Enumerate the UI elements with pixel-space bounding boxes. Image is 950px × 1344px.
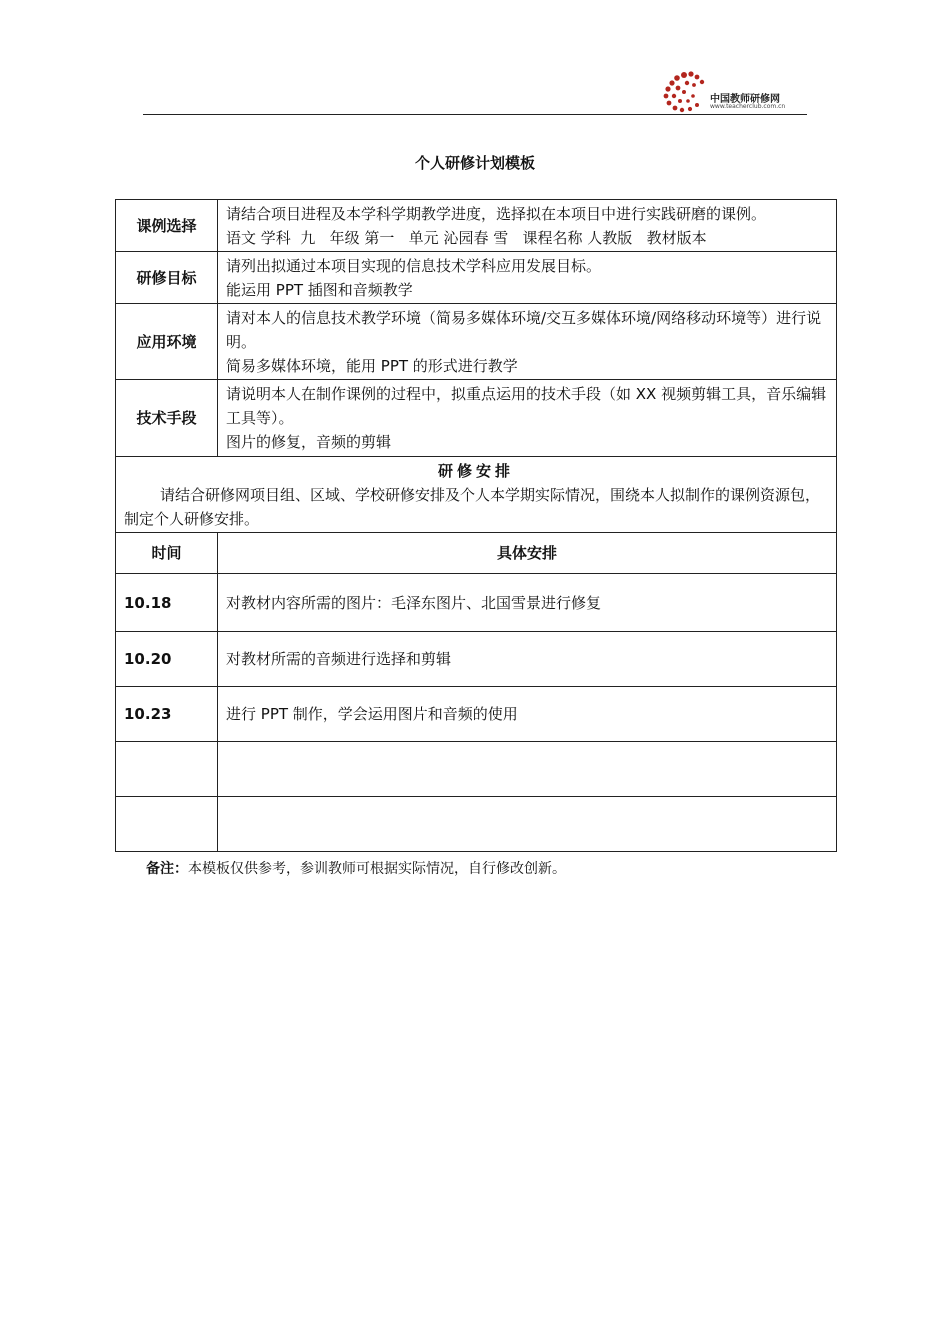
schedule-plan [218,797,837,852]
plan-table [115,199,837,852]
table-row [116,797,837,852]
section-cell [116,457,837,533]
info-answer: 图片的修复，音频的剪辑 [226,433,392,451]
info-row-goal [116,252,837,304]
info-content [218,252,837,304]
info-label: 研修目标 [116,252,218,304]
info-prompt: 请列出拟通过本项目实现的信息技术学科应用发展目标。 [226,256,602,275]
info-label: 应用环境 [116,304,218,380]
header-time: 时间 [116,533,218,574]
schedule-plan: 对教材内容所需的图片：毛泽东图片、北国雪景进行修复 [218,574,837,632]
info-row-environment [116,304,837,380]
schedule-time: 10.18 [116,574,218,632]
header-plan: 具体安排 [218,533,837,574]
logo-name: 中国教师研修网 [710,94,780,105]
logo-dots-icon [660,70,710,114]
section-title: 研修安排 [437,461,514,480]
schedule-time: 10.20 [116,632,218,687]
schedule-plan: 进行 PPT 制作，学会运用图片和音频的使用 [218,687,837,742]
info-prompt: 请说明本人在制作课例的过程中，拟重点运用的技术手段（如 XX 视频剪辑工具，音乐编辑工具等）。 [226,385,827,427]
schedule-plan: 对教材所需的音频进行选择和剪辑 [218,632,837,687]
info-prompt: 请对本人的信息技术教学环境（简易多媒体环境/交互多媒体环境/网络移动环境等）进行说明。 [226,308,822,351]
table-row [116,742,837,797]
logo [660,70,810,114]
info-content [218,304,837,380]
info-row-case [116,200,837,252]
header-rule [143,114,807,115]
footnote-label: 备注： [146,861,188,877]
schedule-header-row [116,533,837,574]
schedule-plan [218,742,837,797]
schedule-time [116,797,218,852]
info-label: 技术手段 [116,380,218,457]
logo-url: www.teacherclub.com.cn [710,103,786,110]
table-row [116,632,837,687]
section-description: 请结合研修网项目组、区域、学校研修安排及个人本学期实际情况，围绕本人拟制作的课例资源包，制定个人研修安排。 [124,485,821,528]
info-answer: 语文 学科 九 年级 第一 单元 沁园春 雪 课程名称 人教版 教材版本 [226,228,707,247]
table-row [116,687,837,742]
schedule-time: 10.23 [116,687,218,742]
footnote [146,858,566,878]
table-row [116,574,837,632]
info-prompt: 请结合项目进程及本学科学期教学进度，选择拟在本项目中进行实践研磨的课例。 [226,204,767,223]
footnote-text: 本模板仅供参考，参训教师可根据实际情况，自行修改创新。 [188,861,566,877]
info-content [218,200,837,252]
document-title: 个人研修计划模板 [414,154,535,172]
info-row-technique [116,380,837,457]
info-answer: 能运用 PPT 插图和音频教学 [226,280,413,299]
schedule-time [116,742,218,797]
section-row [116,457,837,533]
info-answer: 简易多媒体环境，能用 PPT 的形式进行教学 [226,356,518,375]
info-content [218,380,837,457]
info-label: 课例选择 [116,200,218,252]
